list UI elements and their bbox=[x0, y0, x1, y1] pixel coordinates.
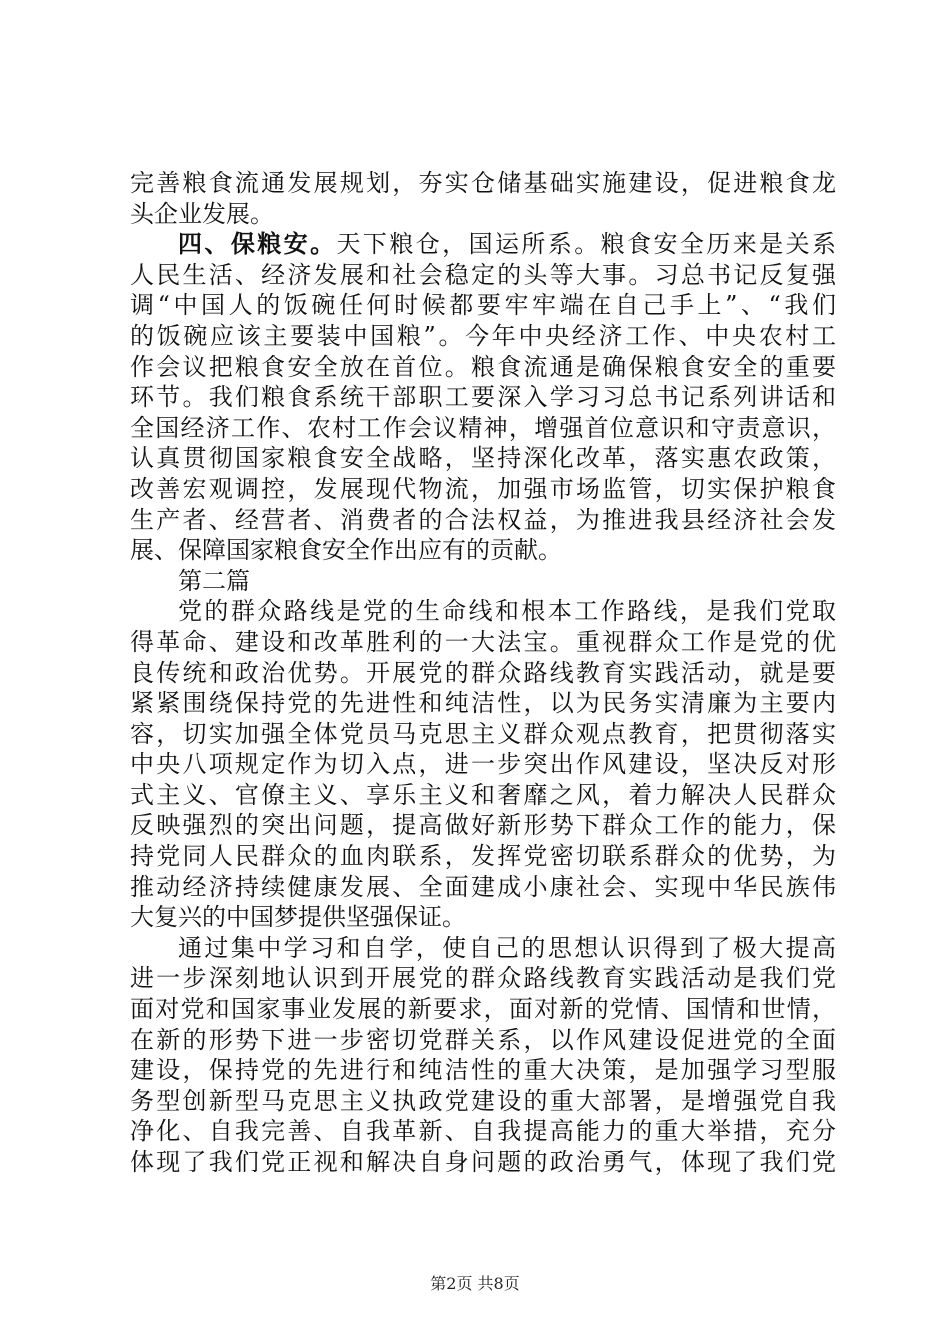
text-line: 进一步深刻地认识到开展党的群众路线教育实践活动是我们党 bbox=[130, 964, 836, 993]
text-line: 反映强烈的突出问题，提高做好新形势下群众工作的能力，保 bbox=[130, 811, 836, 840]
text-line: 紧紧围绕保持党的先进性和纯洁性，以为民务实清廉为主要内 bbox=[130, 689, 836, 718]
text-line: 容，切实加强全体党员马克思主义群众观点教育，把贯彻落实 bbox=[130, 719, 836, 748]
paragraph-5 bbox=[130, 933, 836, 1178]
text-line: 的饭碗应该主要装中国粮”。今年中央经济工作、中央农村工 bbox=[130, 321, 836, 350]
text-line: 建设，保持党的先进行和纯洁性的重大决策，是加强学习型服 bbox=[130, 1056, 836, 1085]
text-line: 人民生活、经济发展和社会稳定的头等大事。习总书记反复强 bbox=[130, 260, 836, 289]
paragraph-4 bbox=[130, 596, 836, 933]
text-line: 持党同人民群众的血肉联系，发挥党密切联系群众的优势，为 bbox=[130, 842, 836, 871]
text-line: 在新的形势下进一步密切党群关系，以作风建设促进党的全面 bbox=[130, 1025, 836, 1054]
text-line: 作会议把粮食安全放在首位。粮食流通是确保粮食安全的重要 bbox=[130, 352, 836, 381]
text-line: 环节。我们粮食系统干部职工要深入学习习总书记系列讲话和 bbox=[130, 383, 836, 412]
text-line: 推动经济持续健康发展、全面建成小康社会、实现中华民族伟 bbox=[130, 872, 836, 901]
paragraph-3 bbox=[130, 566, 836, 597]
page-footer: 第2页 共8页 bbox=[430, 1274, 520, 1293]
text-line: 完善粮食流通发展规划，夯实仓储基础实施建设，促进粮食龙 bbox=[130, 169, 836, 197]
text-line: 得革命、建设和改革胜利的一大法宝。重视群众工作是党的优 bbox=[130, 627, 836, 656]
text-line: 认真贯彻国家粮食安全战略，坚持深化改革，落实惠农政策， bbox=[130, 444, 836, 473]
text-line: 生产者、经营者、消费者的合法权益，为推进我县经济社会发 bbox=[130, 505, 836, 534]
paragraph-2 bbox=[130, 229, 836, 566]
text-line: 展、保障国家粮食安全作出应有的贡献。 bbox=[130, 536, 562, 565]
text-line: 通过集中学习和自学，使自己的思想认识得到了极大提高 bbox=[178, 933, 836, 962]
text-line: 务型创新型马克思主义执政党建设的重大部署，是增强党自我 bbox=[130, 1086, 836, 1115]
text-line: 党的群众路线是党的生命线和根本工作路线，是我们党取 bbox=[178, 597, 836, 626]
text-line: 改善宏观调控，发展现代物流，加强市场监管，切实保护粮食 bbox=[130, 474, 836, 503]
document-body bbox=[130, 168, 836, 1178]
text-line: 全国经济工作、农村工作会议精神，增强首位意识和守责意识， bbox=[130, 413, 836, 442]
text-line: 头企业发展。 bbox=[130, 199, 274, 228]
text-line: 大复兴的中国梦提供坚强保证。 bbox=[130, 903, 466, 932]
chapter-label: 第二篇 bbox=[178, 566, 250, 595]
text-line: 净化、自我完善、自我革新、自我提高能力的重大举措，充分 bbox=[130, 1117, 836, 1146]
text-line: 体现了我们党正视和解决自身问题的政治勇气，体现了我们党 bbox=[130, 1148, 836, 1176]
paragraph-1 bbox=[130, 168, 836, 229]
text-line: 良传统和政治优势。开展党的群众路线教育实践活动，就是要 bbox=[130, 658, 836, 687]
text-line: 式主义、官僚主义、享乐主义和奢靡之风，着力解决人民群众 bbox=[130, 780, 836, 809]
text-line: 调“中国人的饭碗任何时候都要牢牢端在自己手上”、“我们 bbox=[130, 291, 836, 320]
text-span: 天下粮仓，国运所系。粮食安全历来是关系 bbox=[336, 230, 836, 259]
section-heading: 四、保粮安。 bbox=[178, 229, 337, 259]
text-line: 中央八项规定作为切入点，进一步突出作风建设，坚决反对形 bbox=[130, 750, 836, 779]
text-line bbox=[130, 229, 836, 260]
text-line: 面对党和国家事业发展的新要求，面对新的党情、国情和世情， bbox=[130, 995, 836, 1024]
